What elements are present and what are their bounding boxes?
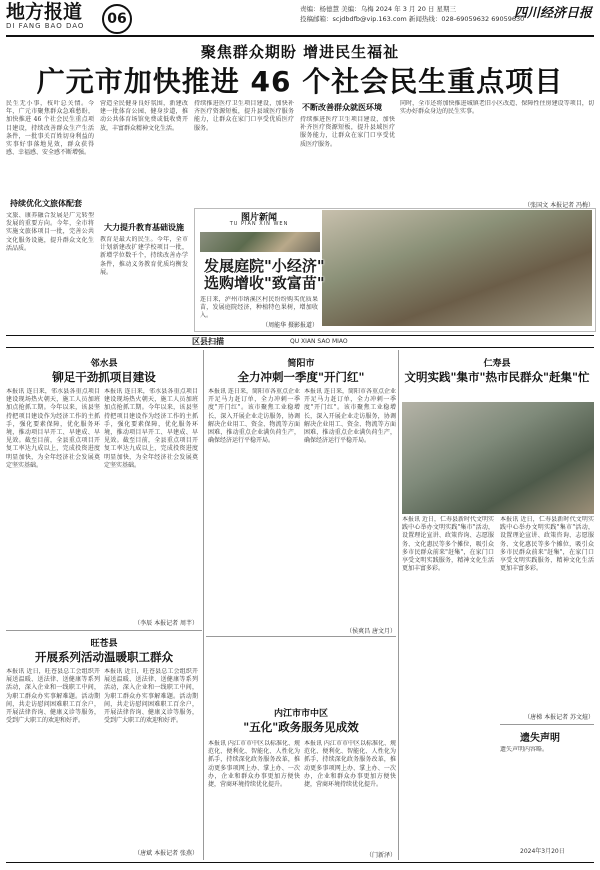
article-1-body: 本报讯 连日来，邻水县各重点项目建设现场热火朝天，施工人员加班加点抢抓工期。今年以来，该县坚持把项目建设作为经济工作的主抓手，强化要素保障，优化服务环境，推动项目早开工、早建成、早见效。截至目前，全县重点项目开复工率达九成以上，完成投资进度明显加快，为全年经济社会发展奠定坚实基础。 [6,388,100,469]
photo-news-label-en: TU PIAN XIN WEN [229,221,289,227]
article-2-body-cont: 本报讯 近日，旺苍县总工会组织开展送温暖、送法律、送健康等系列活动，深入企业和一线职工中间，为职工群众办实事解难题。活动期间，共走访慰问困难职工百余户，开展法律咨询、健康义诊等服务，受到广大职工的欢迎和好评。 [104,668,198,725]
contact-line: 投稿邮箱：scjdbdfb@vip.163.com 新闻热线：028-69059632 69059630 [300,15,525,23]
article-5-photo [402,402,594,514]
notice-body: 遗失声明内容略。 [500,746,549,753]
article-3-county: 简阳市 [287,359,315,369]
article-4-body: 本报讯 内江市市中区以标准化、规范化、便利化、智能化、人性化为抓手，持续深化政务服务改革，推动更多事项网上办、掌上办、一次办，企业和群众办事更加方便快捷，营商环境持续优化提升。 [208,740,300,789]
page-number: 06 [102,4,132,34]
photo-overlay-text [204,258,334,292]
section-pinyin: DI FANG BAO DAO [6,22,85,30]
article-4-body-cont: 本报讯 内江市市中区以标准化、规范化、便利化、智能化、人性化为抓手，持续深化政务服务改革，推动更多事项网上办、掌上办、一次办，企业和群众办事更加方便快捷，营商环境持续优化提升。 [304,740,396,789]
lead-col2-text2: 教育是最大的民生。今年，全市计划新建改扩建学校项目一批，新增学位数千个，持续改善办学条件，推动义务教育优质均衡发展。 [100,236,188,276]
section-title: 地方报道 [6,1,83,23]
article-5-county: 仁寿县 [483,359,511,369]
article-divider [6,630,202,631]
article-1-byline: （李辰 本报记者 周芊） [134,620,198,627]
newspaper-brand: 四川经济日报 [513,6,592,21]
article-5-body: 本报讯 近日，仁寿县新时代文明实践中心举办文明实践"集市"活动，设置理论宣讲、政策咨询、志愿服务、文化惠民等多个摊位，吸引众多市民群众前来"赶集"，在家门口享受文明实践服务，精神文化生活更加丰富多彩。 [402,516,494,573]
article-2-county: 旺苍县 [90,639,118,649]
lead-col3b-text: 持续推进医疗卫生项目建设，加快补齐医疗资源短板，提升县域医疗服务能力，让群众在家门口享受优质医疗服务。 [300,116,395,148]
lead-headline: 广元市加快推进 46 个社会民生重点项目 [36,65,564,98]
article-divider [206,636,396,637]
lead-byline: （张国文 本报记者 冯梅） [524,202,594,209]
article-1-county: 邻水县 [90,359,118,369]
photo-news-strip [200,232,320,252]
photo-news-label: 图片新闻 [240,213,277,223]
photo-overlay-line2: 选购增收"致富苗" [204,274,325,292]
lead-col2-subhead: 大力提升教育基础设施 [104,223,184,232]
lead-col1-subhead: 持续优化文旅体配套 [10,199,82,208]
article-3-byline: （侯爽昌 唐文月） [346,628,396,635]
lead-col4-text: 同时，全市还将加快推进城镇老旧小区改造、保障性住房建设等项目，切实办好群众身边的民生实事。 [400,100,594,116]
lead-col2-text: 营造全民健身良好氛围，新建改建一批体育公园、健身步道，推动公共体育场馆免费或低收费开放，丰富群众精神文化生活。 [100,100,188,132]
notice-title: 遗失声明 [520,733,560,744]
article-4-title: "五化"政务服务见成效 [243,720,359,734]
photo-overlay-line1: 发展庭院"小经济" [204,257,325,275]
editor-line: 责编：杨德慧 美编：乌梅 2024 年 3 月 20 日 星期三 [300,5,456,13]
column-divider [203,350,204,860]
lead-col1-text2: 文旅、康养融合发展是广元转型发展的重要方向。今年，全市将实施文旅体项目一批，完善公共文化服务设施，提升群众文化生活品质。 [6,212,94,252]
article-4-county: 内江市市中区 [273,709,328,719]
article-5-body-cont: 本报讯 近日，仁寿县新时代文明实践中心举办文明实践"集市"活动，设置理论宣讲、政策咨询、志愿服务、文化惠民等多个摊位，吸引众多市民群众前来"赶集"，在家门口享受文明实践服务，精神文化生活更加丰富多彩。 [500,516,594,573]
column-divider [398,350,399,860]
article-3-title: 全力冲刺一季度"开门红" [237,370,365,384]
article-2-body: 本报讯 近日，旺苍县总工会组织开展送温暖、送法律、送健康等系列活动，深入企业和一线职工中间，为职工群众办实事解难题。活动期间，共走访慰问困难职工百余户，开展法律咨询、健康义诊等服务，受到广大职工的欢迎和好评。 [6,668,100,725]
article-1-title: 铆足干劲抓项目建设 [52,370,156,384]
article-3-body: 本报讯 连日来，简阳市各重点企业开足马力赶订单，全力冲刺一季度"开门红"。该市聚焦工业稳增长，深入开展企业走访服务，协调解决企业用工、资金、物流等方面困难，推动重点企业满负荷生产，确保经济运行平稳开局。 [208,388,300,445]
article-2-title: 开展系列活动温暖职工群众 [35,650,173,664]
footer-rule [6,862,594,863]
article-5-title: 文明实践"集市"热市民群众"赶集"忙 [404,370,590,384]
band-title: 区县扫描 [192,337,224,346]
article-2-byline: （唐斌 本报记者 张燕） [134,850,198,857]
lead-col1-text: 民生无小事，枝叶总关情。今年，广元市聚焦群众急难愁盼，加快推进 46 个社会民生重点项目建设，持续改善群众生产生活条件，一批事关百姓切身利益的实事好事落地见效，群众获得感、幸福感、安全感不断增强。 [6,100,94,157]
article-5-byline: （唐梯 本报记者 苏文煊） [524,714,594,721]
header-rule [6,35,594,37]
band-title-en: QU XIAN SAO MIAO [290,338,348,345]
article-1-body-cont: 本报讯 连日来，邻水县各重点项目建设现场热火朝天，施工人员加班加点抢抓工期。今年以来，该县坚持把项目建设作为经济工作的主抓手，强化要素保障，优化服务环境，推动项目早开工、早建成、早见效。截至目前，全县重点项目开复工率达九成以上，完成投资进度明显加快，为全年经济社会发展奠定坚实基础。 [104,388,198,469]
lead-col3-text: 持续推进医疗卫生项目建设，加快补齐医疗资源短板，提升县域医疗服务能力，让群众在家门口享受优质医疗服务。 [194,100,294,132]
lead-kicker: 聚焦群众期盼 增进民生福祉 [200,43,400,61]
notice-divider [500,724,594,725]
article-3-body-cont: 本报讯 连日来，简阳市各重点企业开足马力赶订单，全力冲刺一季度"开门红"。该市聚焦工业稳增长，深入开展企业走访服务，协调解决企业用工、资金、物流等方面困难，推动重点企业满负荷生产，确保经济运行平稳开局。 [304,388,396,445]
article-4-byline: （门新泽） [365,852,396,859]
photo-news-image [322,210,592,326]
lead-col3-subhead: 不断改善群众就医环境 [302,103,382,112]
photo-caption: 连日来，泸州市纳溪区村民纷纷购买优质果苗，发展庭院经济，种植特色果树，增加收入。 [200,296,318,320]
photo-credit: （周能华 摄影报道） [262,322,318,329]
notice-date: 2024年3月20日 [520,848,565,855]
